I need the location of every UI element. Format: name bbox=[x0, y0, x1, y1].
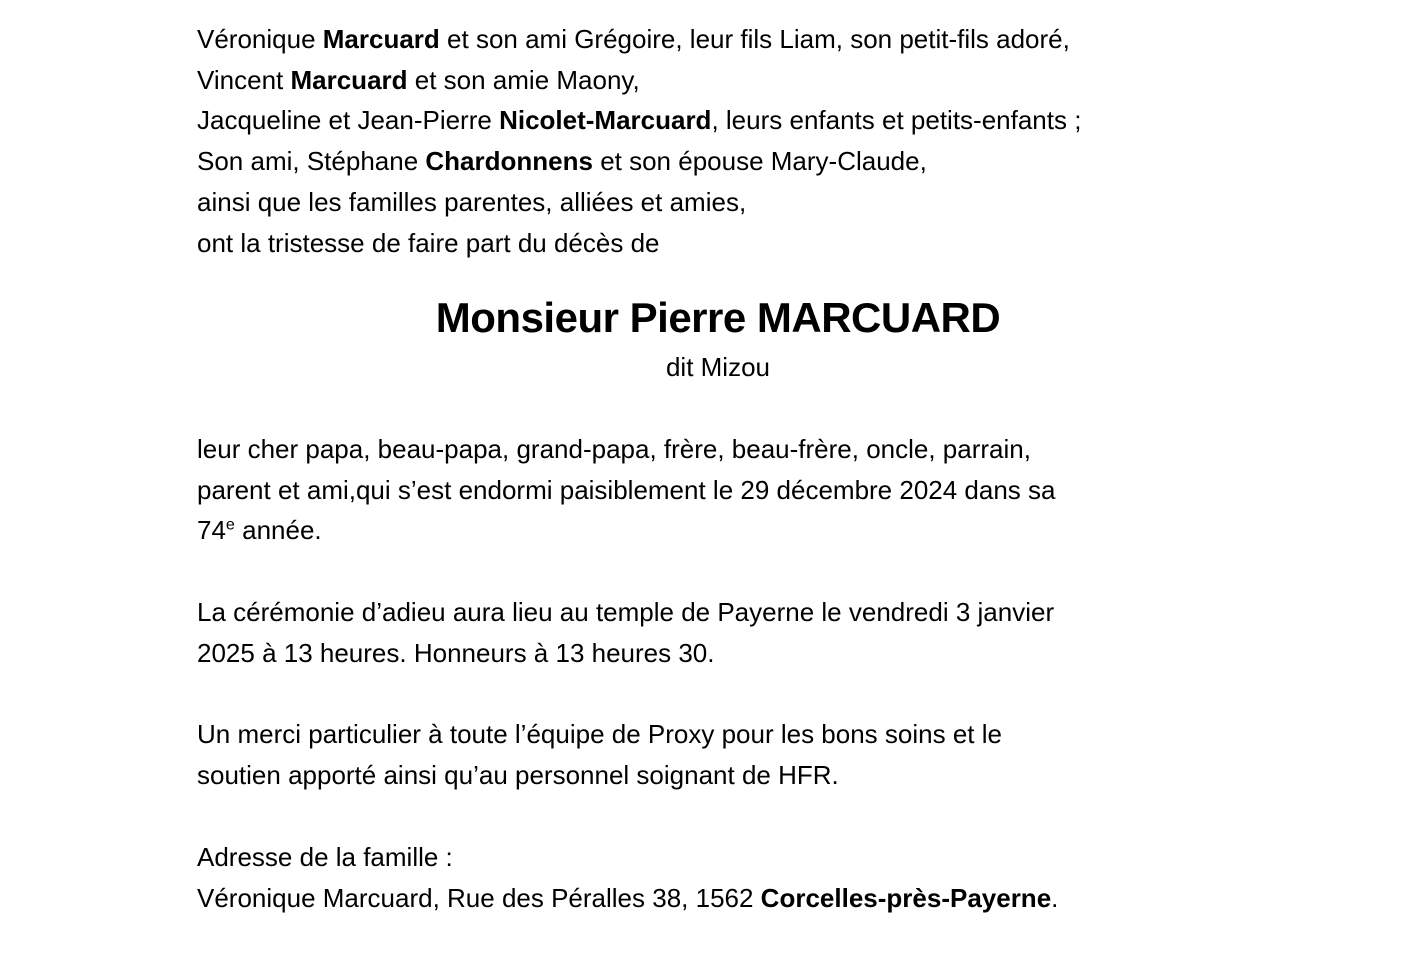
intro-family-paragraph: Véronique Marcuard et son ami Grégoire, leur fils Liam, son petit-fils adoré, Vincent Marcuard et son amie Maony, Jacqueline et Jean-Pierre Nicolet-Marcuard, leurs enfants et petits-enfants ; Son ami, Stéphane Chardonnens et son épouse Mary-Claude, ainsi que les familles parentes, alliées et amies, ont la tristesse de faire part du décès de bbox=[197, 24, 1082, 258]
deceased-name-title: Monsieur Pierre MARCUARD bbox=[435, 294, 1001, 342]
ceremony-paragraph: La cérémonie d’adieu aura lieu au temple de Payerne le vendredi 3 janvier 2025 à 13 heures. Honneurs à 13 heures 30. bbox=[197, 597, 1055, 668]
family-address-paragraph: Adresse de la famille : Véronique Marcuard, Rue des Péralles 38, 1562 Corcelles-près-Payerne. bbox=[197, 841, 1059, 913]
relations-and-death-paragraph: leur cher papa, beau-papa, grand-papa, frère, beau-frère, oncle, parrain, parent et ami,qui s’est endormi paisiblement le 29 décembre 2024 dans sa 74e année. bbox=[197, 433, 1056, 546]
deceased-nickname: dit Mizou bbox=[665, 352, 771, 383]
thanks-paragraph: Un merci particulier à toute l’équipe de Proxy pour les bons soins et le soutien apporté ainsi qu’au personnel soignant de HFR. bbox=[197, 719, 1002, 791]
